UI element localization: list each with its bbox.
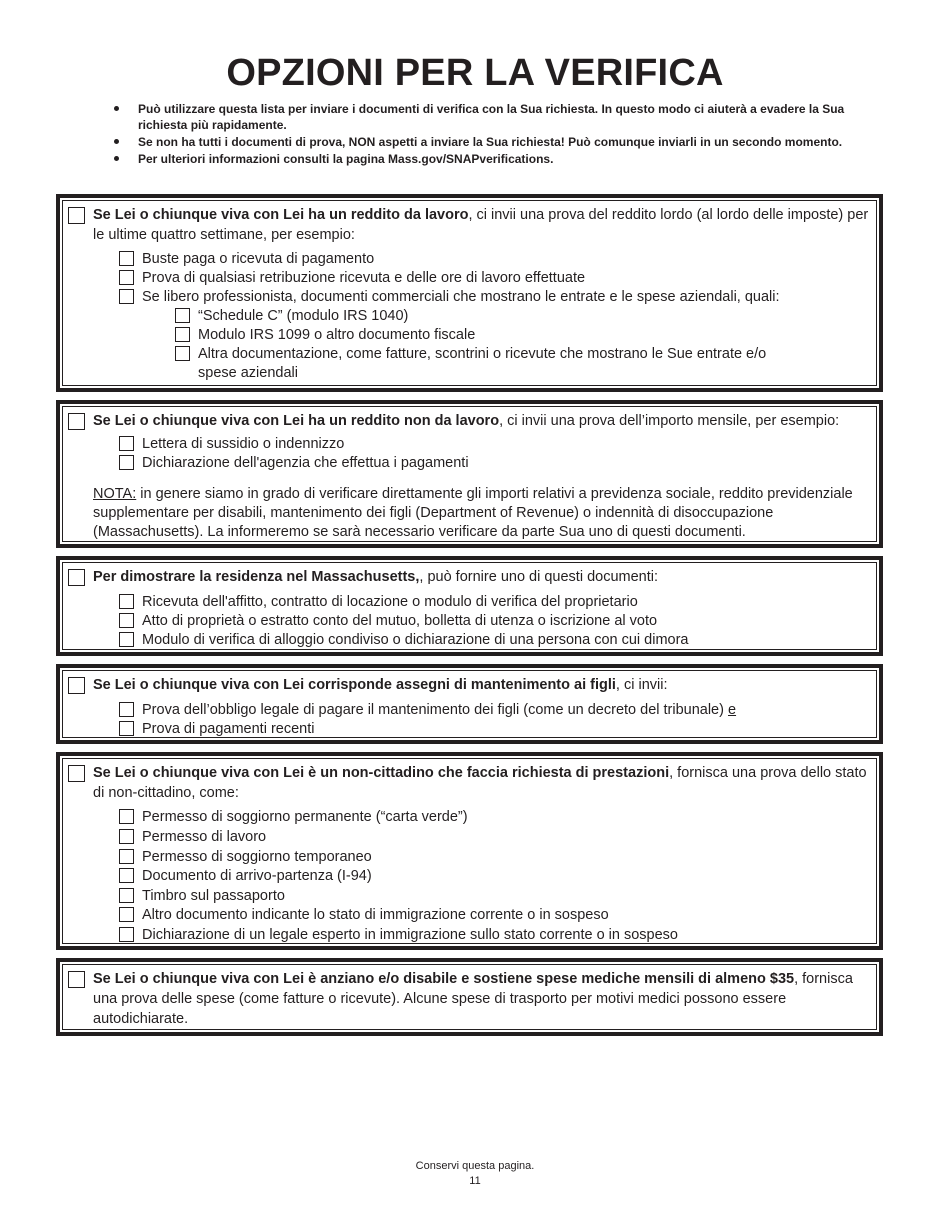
non-citizen-description: , fornisca una prova dello stato di non-cittadino, come: <box>93 765 867 801</box>
non-citizen-lead <box>93 763 871 803</box>
intro-bullet: Può utilizzare questa lista per inviare i documenti di verifica con la Sua richiesta. In questo modo ci aiuterà a evadere la Sua richiesta più rapidamente. <box>112 101 872 133</box>
checkbox[interactable] <box>119 455 134 470</box>
nonwork-income-description: , ci invii una prova dell’importo mensile, per esempio: <box>499 413 840 429</box>
residence-lead <box>93 567 871 587</box>
page-number: 11 <box>469 1175 481 1187</box>
medical-expenses-checkbox[interactable] <box>68 971 85 988</box>
child-support-heading: Se Lei o chiunque viva con Lei corrisponde assegni di mantenimento ai figli <box>93 677 616 693</box>
checkbox[interactable] <box>119 907 134 922</box>
checkbox[interactable] <box>119 270 134 285</box>
checkbox[interactable] <box>119 632 134 647</box>
checkbox[interactable] <box>119 251 134 266</box>
checkbox[interactable] <box>119 809 134 824</box>
work-income-description: , ci invii una prova del reddito lordo (al lordo delle imposte) per le ultime quattro settimane, per esempio: <box>93 207 869 243</box>
checkbox[interactable] <box>119 829 134 844</box>
checkbox[interactable] <box>119 927 134 942</box>
checkbox[interactable] <box>119 702 134 717</box>
work-income-lead <box>93 205 871 245</box>
section-medical-expenses <box>56 958 883 1036</box>
residence-checkbox[interactable] <box>68 569 85 586</box>
nonwork-income-checkbox[interactable] <box>68 413 85 430</box>
medical-expenses-heading: Se Lei o chiunque viva con Lei è anziano e/o disabile e sostiene spese mediche mensili di almeno $35 <box>93 971 795 987</box>
non-citizen-checkbox[interactable] <box>68 765 85 782</box>
checkbox[interactable] <box>119 868 134 883</box>
checkbox[interactable] <box>119 594 134 609</box>
footer-note: Conservi questa pagina. <box>415 1160 535 1172</box>
section-nonwork-income: Se Lei o chiunque viva con Lei ha un reddito non da lavoro, ci invii una prova dell’importo mensile, per esempio: Lettera di sussidio o indennizzo Dichiarazione dell'agenzia che effettua i pagamenti NOTA: in genere siamo in grado di verificare direttamente gli importi relativi a previdenza sociale, reddito previdenziale supplementare per disabili, mantenimento dei figli (Department of Revenue) o indennità di disoccupazione (Massachusetts). La informeremo se sarà necessario verificare da parte Sua uno di questi documenti. <box>56 400 883 548</box>
intro-bullet: Se non ha tutti i documenti di prova, NON aspetti a inviare la Sua richiesta! Può comunque inviarli in un secondo momento. <box>112 134 872 150</box>
nonwork-income-lead <box>93 411 871 431</box>
medical-expenses-description: , fornisca una prova delle spese (come fatture o ricevute). Alcune spese di trasporto per motivi medici possono essere autodichiarate. <box>93 971 853 1027</box>
child-support-lead <box>93 675 871 695</box>
intro-bullet: Per ulteriori informazioni consulti la pagina Mass.gov/SNAPverifications. <box>112 151 872 167</box>
intro-bullets <box>112 101 872 168</box>
page-footer <box>0 1159 950 1189</box>
residence-heading: Per dimostrare la residenza nel Massachusetts, <box>93 569 420 585</box>
checkbox[interactable] <box>119 613 134 628</box>
work-income-checkbox[interactable] <box>68 207 85 224</box>
checkbox[interactable] <box>119 721 134 736</box>
checkbox[interactable] <box>119 436 134 451</box>
section-child-support: Se Lei o chiunque viva con Lei corrisponde assegni di mantenimento ai figli, ci invii: Prova dell’obbligo legale di pagare il mantenimento dei figli (come un decreto del tribunale) e Prova di pagamenti recenti <box>56 664 883 744</box>
checkbox[interactable] <box>119 289 134 304</box>
non-citizen-heading: Se Lei o chiunque viva con Lei è un non-cittadino che faccia richiesta di prestazioni <box>93 765 670 781</box>
nonwork-income-heading: Se Lei o chiunque viva con Lei ha un reddito non da lavoro <box>93 413 500 429</box>
section-residence: Per dimostrare la residenza nel Massachusetts,, può fornire uno di questi documenti: Ricevuta dell'affitto, contratto di locazione o modulo di verifica del proprietario Atto di proprietà o estratto conto del mutuo, bolletta di utenza o iscrizione al voto Modulo di verifica di alloggio condiviso o dichiarazione di una persona con cui dimora <box>56 556 883 656</box>
child-support-description: , ci invii: <box>615 677 668 693</box>
section-non-citizen: Se Lei o chiunque viva con Lei è un non-cittadino che faccia richiesta di prestazioni, fornisca una prova dello stato di non-cittadino, come: Permesso di soggiorno permanente (“carta verde”) Permesso di lavoro Permesso di soggiorno temporaneo Documento di arrivo-partenza (I-94) Timbro sul passaporto Altro documento indicante lo stato di immigrazione corrente o in sospeso Dichiarazione di un legale esperto in immigrazione sullo stato corrente o in sospeso <box>56 752 883 950</box>
checkbox[interactable] <box>119 849 134 864</box>
residence-description: , può fornire uno di questi documenti: <box>419 569 658 585</box>
checkbox[interactable] <box>175 346 190 361</box>
page-title: OPZIONI PER LA VERIFICA <box>226 52 724 94</box>
nota-label: NOTA: <box>93 486 137 502</box>
checkbox[interactable] <box>175 327 190 342</box>
nota-note <box>93 485 873 542</box>
checkbox[interactable] <box>175 308 190 323</box>
checkbox[interactable] <box>119 888 134 903</box>
section-work-income: Se Lei o chiunque viva con Lei ha un reddito da lavoro, ci invii una prova del reddito lordo (al lordo delle imposte) per le ultime quattro settimane, per esempio: Buste paga o ricevuta di pagamento Prova di qualsiasi retribuzione ricevuta e delle ore di lavoro effettuate Se libero professionista, documenti commerciali che mostrano le entrate e le spese aziendali, quali: “Schedule C” (modulo IRS 1040) Modulo IRS 1099 o altro documento fiscale Altra documentazione, come fatture, scontrini o ricevute che mostrano le Sue entrate e/o spese aziendali <box>56 194 883 392</box>
medical-expenses-lead <box>93 969 871 1029</box>
child-support-checkbox[interactable] <box>68 677 85 694</box>
nota-text: in genere siamo in grado di verificare direttamente gli importi relativi a previdenza sociale, reddito previdenziale supplementare per disabili, mantenimento dei figli (Department of Revenue) o indennità di disoccupazione (Massachusetts). La informeremo se sarà necessario verificare da parte Sua uno di questi documenti. <box>93 486 853 540</box>
work-income-heading: Se Lei o chiunque viva con Lei ha un reddito da lavoro <box>93 207 469 223</box>
